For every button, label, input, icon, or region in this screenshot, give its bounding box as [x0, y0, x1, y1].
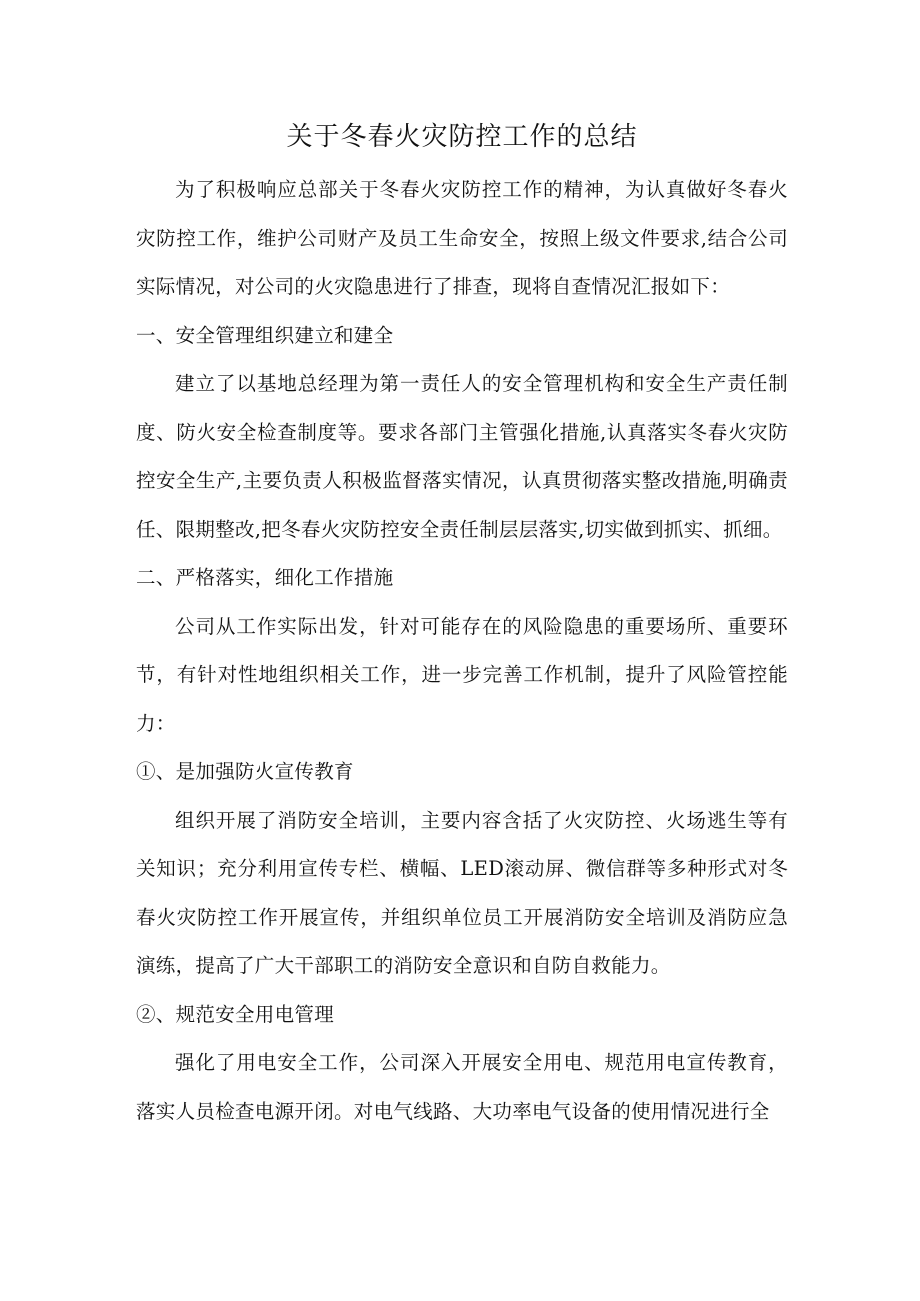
item-1-heading: ①、是加强防火宣传教育	[136, 760, 354, 783]
section-1-paragraph: 建立了以基地总经理为第一责任人的安全管理机构和安全生产责任制度、防火安全检查制度等。要求各部门主管强化措施,认真落实冬春火灾防控安全生产,主要负责人积极监督落实情况，认真贯彻落实整改措施,明确责任、限期整改,把冬春火灾防控安全责任制层层落实,切实做到抓实、抓细。	[136, 372, 788, 541]
document-page	[136, 112, 788, 1136]
item-2-paragraph: 强化了用电安全工作，公司深入开展安全用电、规范用电宣传教育，落实人员检查电源开闭。对电气线路、大功率电气设备的使用情况进行全	[136, 1051, 788, 1123]
section-1-heading: 一、安全管理组织建立和建全	[136, 323, 394, 347]
intro-paragraph: 为了积极响应总部关于冬春火灾防控工作的精神，为认真做好冬春火灾防控工作，维护公司财产及员工生命安全，按照上级文件要求,结合公司实际情况，对公司的火灾隐患进行了排查，现将自查情况汇报如下：	[136, 178, 788, 298]
item-1-paragraph: 组织开展了消防安全培训，主要内容含括了火灾防控、火场逃生等有关知识；充分利用宣传专栏、横幅、LED滚动屏、微信群等多种形式对冬春火灾防控工作开展宣传，并组织单位员工开展消防安全培训及消防应急演练，提高了广大干部职工的消防安全意识和自防自救能力。	[136, 808, 788, 977]
section-2-heading: 二、严格落实，细化工作措施	[136, 566, 394, 589]
section-2-paragraph: 公司从工作实际出发，针对可能存在的风险隐患的重要场所、重要环节，有针对性地组织相关工作，进一步完善工作机制，提升了风险管控能力：	[136, 614, 788, 735]
item-2-heading: ②、规范安全用电管理	[136, 1002, 335, 1026]
document-title: 关于冬春火灾防控工作的总结	[286, 122, 638, 152]
